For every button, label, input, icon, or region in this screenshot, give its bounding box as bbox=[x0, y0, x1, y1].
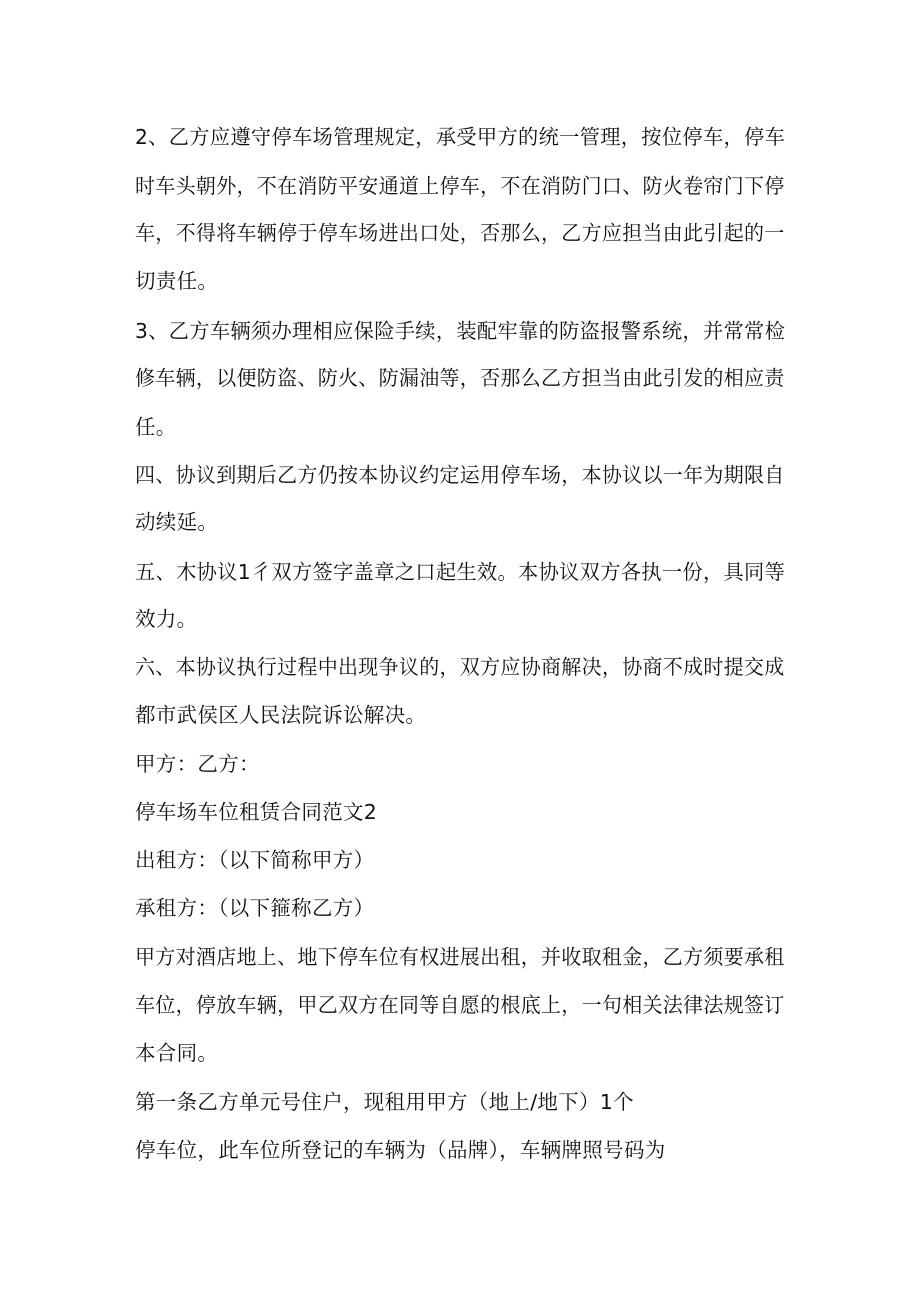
paragraph-2-line-1: 2、乙方应遵守停车场管理规定，承受甲方的统一管理，按位停车，停车 bbox=[135, 125, 786, 149]
clause-four-line-1: 四、协议到期后乙方仍按本协议约定运用停车场，本协议以一年为期限自 bbox=[135, 463, 785, 487]
intro-line-3: 本合同。 bbox=[135, 1041, 219, 1065]
clause-five-line-2: 效力。 bbox=[135, 607, 198, 631]
intro-line-1: 甲方对酒店地上、地下停车位有权进展出租，并收取租金，乙方须要承租 bbox=[135, 945, 785, 969]
clause-six-line-2: 都市武侯区人民法院诉讼解决。 bbox=[135, 703, 427, 727]
signature-line: 甲方：乙方： bbox=[135, 752, 260, 776]
paragraph-3-line-2: 修车辆，以便防盗、防火、防漏油等，否那么乙方担当由此引发的相应责 bbox=[135, 366, 785, 390]
paragraph-2-line-3: 车，不得将车辆停于停车场进出口处，否那么，乙方应担当由此引起的一 bbox=[135, 221, 785, 245]
lessor-line: 出租方：（以下简称甲方） bbox=[135, 848, 375, 872]
clause-six-line-1: 六、本协议执行过程中出现争议的，双方应协商解决，协商不成时提交成 bbox=[135, 655, 785, 679]
clause-four-line-2: 动续延。 bbox=[135, 510, 219, 534]
paragraph-3-line-3: 任。 bbox=[135, 415, 177, 439]
paragraph-2-line-4: 切责任。 bbox=[135, 269, 219, 293]
intro-line-2: 车位，停放车辆，甲乙双方在同等自愿的根底上，一句相关法律法规签订 bbox=[135, 993, 785, 1017]
paragraph-3-line-1: 3、乙方车辆须办理相应保险手续，装配牢靠的防盗报警系统，并常常检 bbox=[135, 319, 786, 343]
lessee-line: 承租方：（以下箍称乙方） bbox=[135, 896, 375, 920]
article-one-line-2: 停车位，此车位所登记的车辆为（品牌），车辆牌照号码为 bbox=[135, 1138, 666, 1162]
paragraph-2-line-2: 时车头朝外，不在消防平安通道上停车，不在消防门口、防火卷帘门下停 bbox=[135, 174, 785, 198]
clause-five-line-1: 五、木协议1彳双方签字盖章之口起生效。本协议双方各执一份，具同等 bbox=[135, 560, 786, 584]
article-one-line-1: 第一条乙方单元号住户，现租用甲方（地上/地下）1个 bbox=[135, 1090, 634, 1114]
section-title: 停车场车位租赁合同范文2 bbox=[135, 800, 378, 824]
